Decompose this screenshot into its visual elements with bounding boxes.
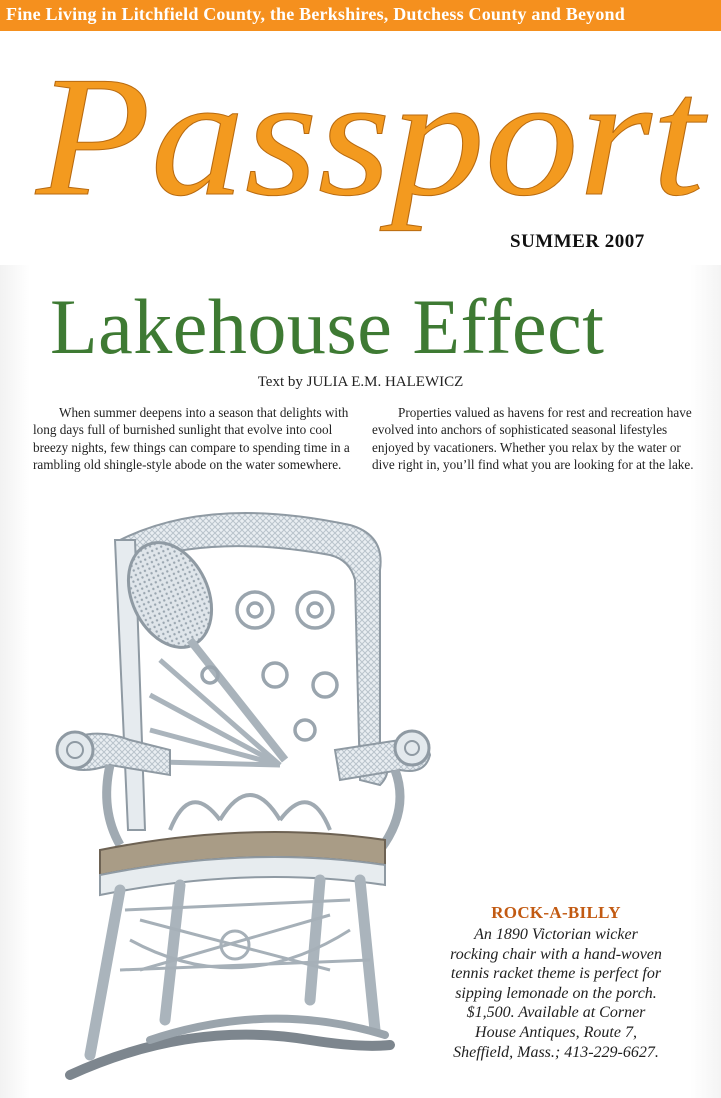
photo-caption xyxy=(396,903,716,1062)
caption-line: House Antiques, Route 7, xyxy=(475,1023,637,1041)
caption-line: $1,500. Available at Corner xyxy=(466,1004,646,1022)
caption-line: sipping lemonade on the porch. xyxy=(455,984,657,1002)
masthead-logo xyxy=(32,42,712,252)
issue-date: SUMMER 2007 xyxy=(510,231,645,252)
caption-line: An 1890 Victorian wicker xyxy=(474,926,638,943)
caption-line: Sheffield, Mass.; 413-229-6627. xyxy=(453,1043,659,1061)
byline xyxy=(0,374,721,391)
article-headline: Lakehouse Effect xyxy=(50,283,605,370)
banner-text: Fine Living in Litchfield County, the Berkshires, Dutchess County and Beyond xyxy=(6,4,625,24)
article-column-2 xyxy=(372,404,702,473)
top-banner xyxy=(0,0,721,31)
caption-line: rocking chair with a hand-woven xyxy=(450,945,662,963)
byline-author: JULIA E.M. HALEWICZ xyxy=(306,374,464,390)
caption-line: tennis racket theme is perfect for xyxy=(450,965,662,983)
rocking-chair-photo xyxy=(50,500,450,1085)
masthead-title: Passport xyxy=(34,42,709,232)
byline-prefix: Text by xyxy=(257,374,303,390)
article-column-1 xyxy=(33,404,355,473)
column-1-text: When summer deepens into a season that delights with long days full of burnished sunlight that evolve into cool breezy nights, few things can compare to spending time in a rambling old shingle-style abode on the water somewhere. xyxy=(33,405,350,472)
column-2-text: Properties valued as havens for rest and recreation have evolved into anchors of sophisticated seasonal lifestyles enjoyed by vacationers. Whether you relax by the water or dive right in, you’ll find what you are looking for at the lake. xyxy=(372,405,694,472)
caption-title: ROCK-A-BILLY xyxy=(491,903,621,922)
